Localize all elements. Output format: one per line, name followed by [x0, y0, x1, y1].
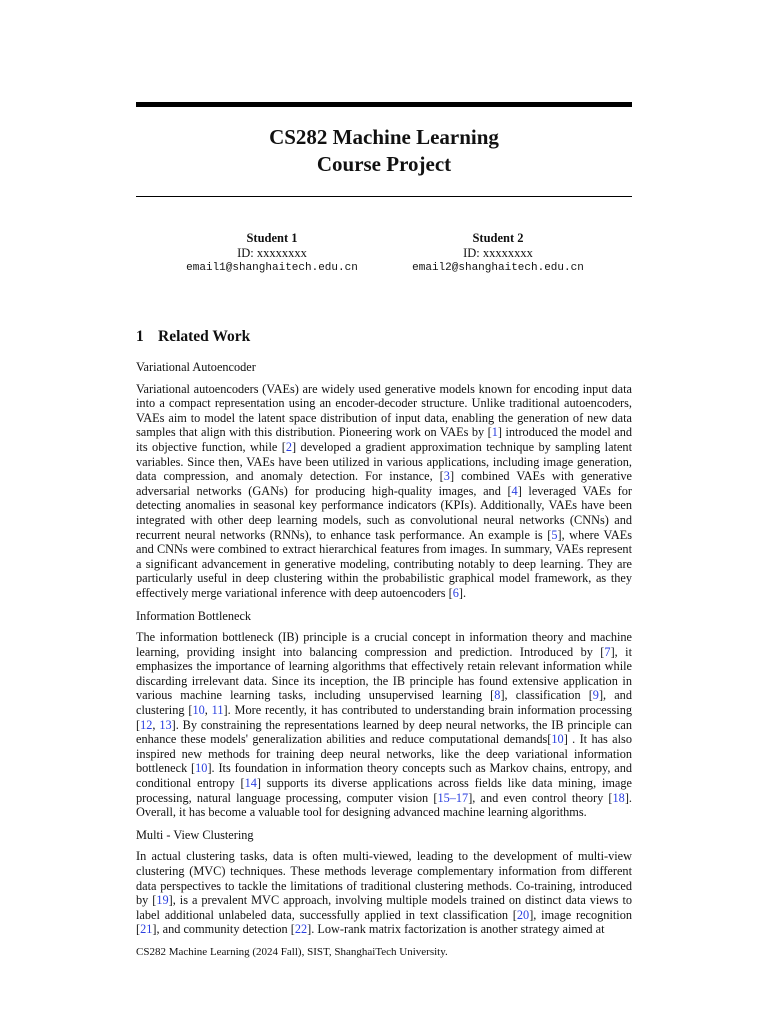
citation-link[interactable]: 5: [551, 527, 558, 542]
paragraph: In actual clustering tasks, data is often multi-viewed, leading to the development of multi-view clustering (MVC) techniques. These methods leverage complementary information from different data perspectives to tackle the limitations of traditional clustering methods. Co-training, introduced by [19], is a prevalent MVC approach, involving multiple models trained on distinct data views to label additional unlabeled data, successfully applied in text classification [20], image recognition [21], and community detection [22]. Low-rank matrix factorization is another strategy aimed at: [136, 849, 633, 937]
section-body: [136, 360, 632, 945]
citation-link[interactable]: 22: [294, 922, 308, 937]
author-email[interactable]: email2@shanghaitech.edu.cn: [412, 262, 584, 274]
citation-link[interactable]: 4: [511, 483, 518, 498]
citation-link[interactable]: 10: [192, 703, 205, 718]
author-email[interactable]: email1@shanghaitech.edu.cn: [186, 262, 358, 274]
citation-link[interactable]: 19: [156, 893, 169, 908]
citation-link[interactable]: 18: [612, 790, 625, 805]
author-name: Student 1: [246, 231, 298, 245]
citation-link[interactable]: 15–17: [437, 790, 469, 805]
citation-link[interactable]: 13: [159, 717, 172, 732]
paragraph: The information bottleneck (IB) principle is a crucial concept in information theory and machine learning, providing insight into balancing compression and prediction. Introduced by [7], it emphasizes the importance of learning algorithms that effectively retain relevant information while discarding irrelevant data. Since its inception, the IB principle has found extensive application in various machine learning tasks, including unsupervised learning [8], classification [9], and clustering [10, 11]. More recently, it has contributed to understanding brain information processing [12, 13]. By constraining the representations learned by deep neural networks, the IB principle can enhance these models' generalization abilities and reduce computational demands[10] . It has also inspired new methods for training deep neural networks, like the deep variational information bottleneck [10]. Its foundation in information theory concepts such as Markov chains, entropy, and conditional entropy [14] supports its diverse applications across fields like data mining, image processing, natural language processing, computer vision [15–17], and even control theory [18]. Overall, it has become a valuable tool for designing advanced machine learning algorithms.: [136, 630, 632, 820]
author-block-2: [378, 231, 618, 276]
citation-link[interactable]: 10: [195, 761, 208, 776]
citation-link[interactable]: 6: [452, 585, 459, 600]
citation-link[interactable]: 9: [592, 688, 599, 703]
author-name: Student 2: [472, 231, 524, 245]
author-id: ID: xxxxxxxx: [237, 246, 307, 260]
section-title: Related Work: [158, 328, 251, 345]
citation-link[interactable]: 2: [285, 439, 293, 454]
paper-title-line-2: Course Project: [316, 152, 452, 176]
author-block-1: [152, 231, 392, 276]
title-rule: [136, 196, 632, 197]
section-number: 1: [136, 328, 144, 345]
citation-link[interactable]: 1: [491, 425, 498, 440]
section-heading: [136, 328, 250, 346]
page-footer: CS282 Machine Learning (2024 Fall), SIST, ShanghaiTech University.: [136, 946, 448, 958]
citation-link[interactable]: 12: [140, 717, 153, 732]
paper-title: [136, 124, 632, 178]
citation-link[interactable]: 20: [516, 907, 530, 922]
top-rule: [136, 102, 632, 107]
citation-link[interactable]: 3: [443, 469, 450, 484]
citation-link[interactable]: 10: [551, 732, 564, 747]
citation-link[interactable]: 11: [211, 703, 224, 718]
subsection-title: Multi - View Clustering: [136, 827, 254, 842]
subsection-title: Information Bottleneck: [136, 608, 252, 623]
subsection-title: Variational Autoencoder: [136, 360, 256, 374]
paragraph: Variational autoencoders (VAEs) are widely used generative models known for encoding input data into a compact representation using an encoder-decoder structure. Unlike traditional autoencoders, VAEs aim to model the latent space distribution of input data, enabling the generation of new data samples that align with this distribution. Pioneering work on VAEs by [1] introduced the model and its objective function, while [2] developed a gradient approximation technique by sampling latent variables. Since then, VAEs have been utilized in various applications, including image generation, data compression, and anomaly detection. For instance, [3] combined VAEs with generative adversarial networks (GANs) for producing high-quality images, and [4] leveraged VAEs for detecting anomalies in seasonal key performance indicators (KPIs). Additionally, VAEs have been integrated with other deep learning models, such as convolutional neural networks (CNNs) and recurrent neural networks (RNNs), to enhance task performance. An example is [5], where VAEs and CNNs were combined to extract hierarchical features from images. In summary, VAEs represent a significant advancement in generative modeling, contributing notably to deep learning. They are particularly useful in deep clustering within the probabilistic graphical model framework, as they effectively merge variational inference with deep autoencoders [6].: [136, 381, 633, 600]
citation-link[interactable]: 7: [604, 644, 611, 659]
author-id: ID: xxxxxxxx: [463, 246, 533, 260]
citation-link[interactable]: 8: [494, 688, 501, 703]
citation-link[interactable]: 21: [140, 922, 153, 937]
paper-title-line-1: CS282 Machine Learning: [269, 125, 499, 149]
citation-link[interactable]: 14: [244, 776, 257, 791]
